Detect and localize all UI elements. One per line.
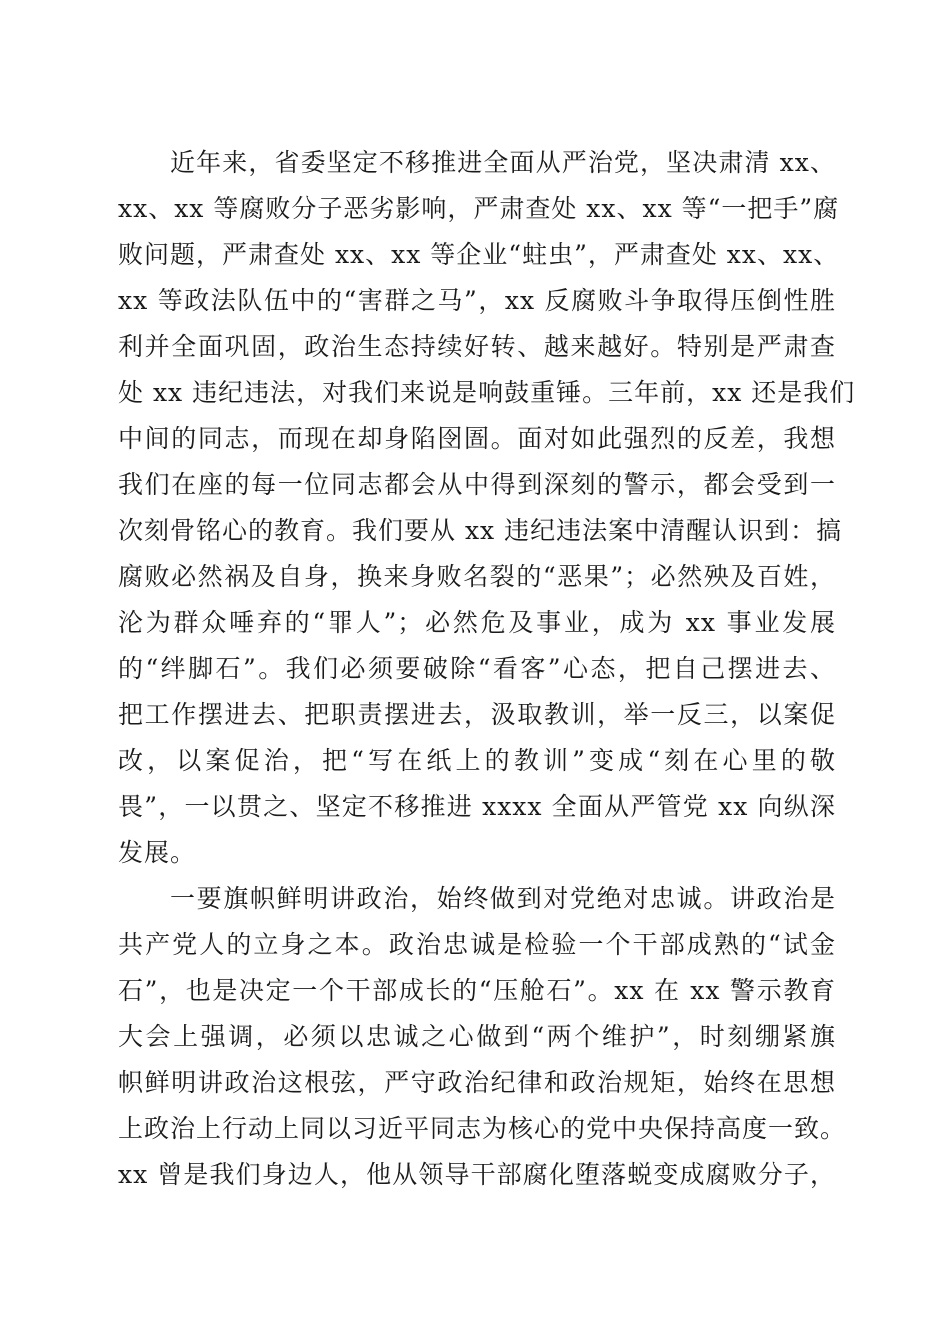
text-line: 腐败必然祸及自身，换来身败名裂的“恶果”；必然殃及百姓， <box>118 562 836 591</box>
text-line: 次刻骨铭心的教育。我们要从 xx 违纪违法案中清醒认识到：搞 <box>118 516 843 545</box>
text-line: 把工作摆进去、把职责摆进去，汲取教训，举一反三，以案促 <box>118 700 836 729</box>
document-body <box>118 140 856 1198</box>
text-line: 一要旗帜鲜明讲政治，始终做到对党绝对忠诚。讲政治是 <box>170 884 836 913</box>
text-line: 共产党人的立身之本。政治忠诚是检验一个干部成熟的“试金 <box>118 930 836 959</box>
paragraph <box>118 876 847 1198</box>
text-line: xx 曾是我们身边人，他从领导干部腐化堕落蜕变成腐败分子， <box>118 1160 836 1189</box>
text-line: 改，以案促治，把“写在纸上的教训”变成“刻在心里的敬 <box>118 746 836 775</box>
text-line: 发展。 <box>118 838 197 867</box>
text-line: 石”，也是决定一个干部成长的“压舱石”。xx 在 xx 警示教育 <box>118 976 836 1005</box>
text-line: 败问题，严肃查处 xx、xx 等企业“蛀虫”，严肃查处 xx、xx、 <box>118 240 840 269</box>
text-line: 中间的同志，而现在却身陷囹圄。面对如此强烈的反差，我想 <box>118 424 836 453</box>
text-line: 畏”，一以贯之、坚定不移推进 xxxx 全面从严管党 xx 向纵深 <box>118 792 836 821</box>
text-line: xx、xx 等腐败分子恶劣影响，严肃查处 xx、xx 等“一把手”腐 <box>118 194 840 223</box>
text-line: xx 等政法队伍中的“害群之马”，xx 反腐败斗争取得压倒性胜 <box>118 286 836 315</box>
text-line: 的“绊脚石”。我们必须要破除“看客”心态，把自己摆进去、 <box>118 654 836 683</box>
text-line: 大会上强调，必须以忠诚之心做到“两个维护”，时刻绷紧旗 <box>118 1022 836 1051</box>
paragraph <box>118 140 856 876</box>
text-line: 利并全面巩固，政治生态持续好转、越来越好。特别是严肃查 <box>118 332 836 361</box>
text-line: 沦为群众唾弃的“罪人”；必然危及事业，成为 xx 事业发展 <box>118 608 836 637</box>
text-line: 近年来，省委坚定不移推进全面从严治党，坚决肃清 xx、 <box>170 148 836 177</box>
text-line: 处 xx 违纪违法，对我们来说是响鼓重锤。三年前，xx 还是我们 <box>118 378 856 407</box>
text-line: 我们在座的每一位同志都会从中得到深刻的警示，都会受到一 <box>118 470 836 499</box>
text-line: 上政治上行动上同以习近平同志为核心的党中央保持高度一致。 <box>118 1114 847 1143</box>
text-line: 帜鲜明讲政治这根弦，严守政治纪律和政治规矩，始终在思想 <box>118 1068 836 1097</box>
